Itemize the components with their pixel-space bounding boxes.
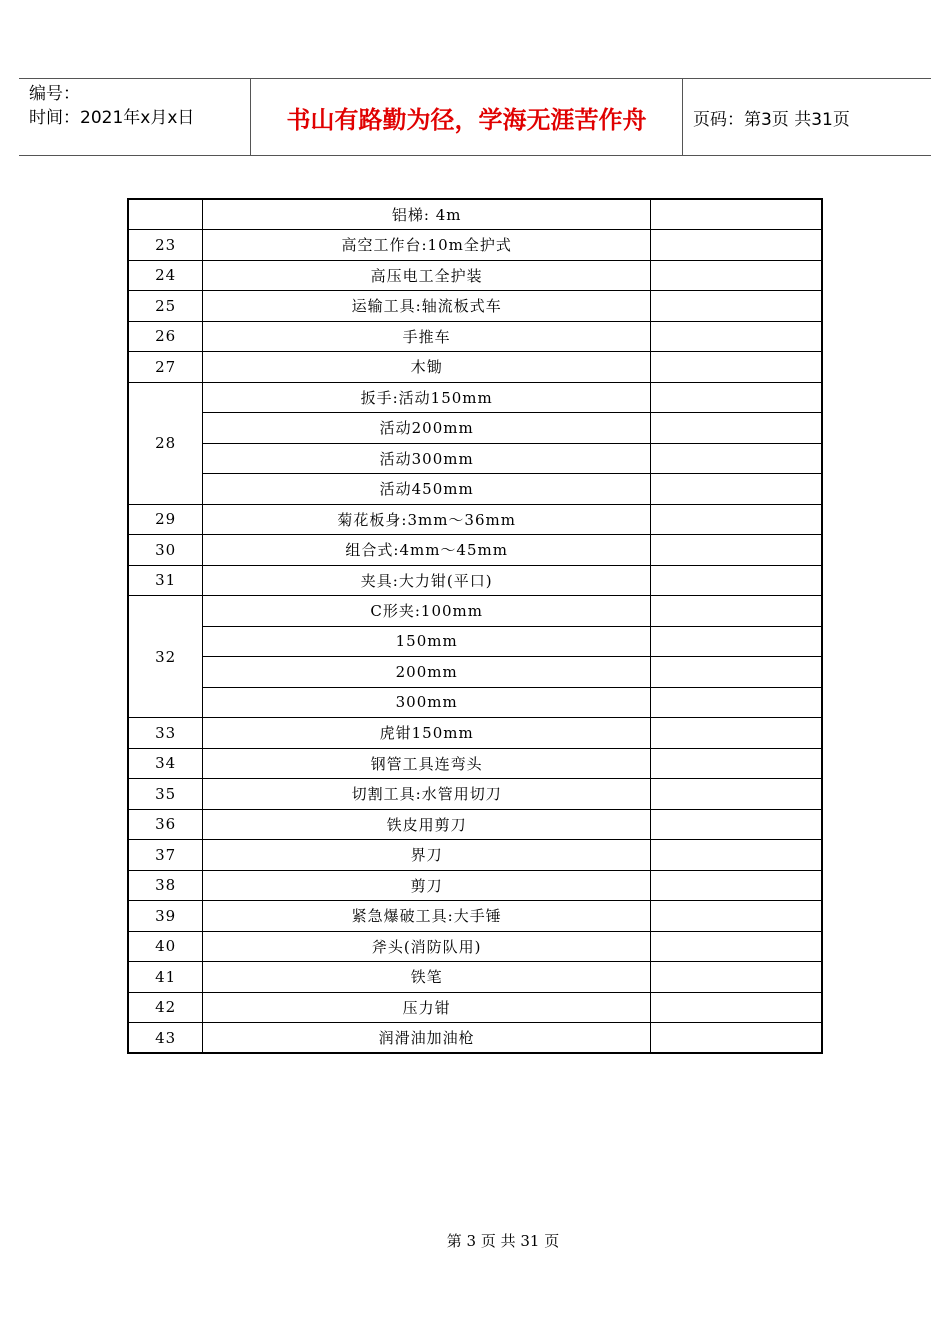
item-note [651,413,822,444]
item-note [651,474,822,505]
item-name: 界刀 [203,840,651,871]
item-name: 切割工具:水管用切刀 [203,779,651,810]
table-row [128,809,822,840]
item-name: 300mm [203,687,651,718]
row-number: 36 [128,809,203,840]
item-note [651,718,822,749]
table-row [128,779,822,810]
item-note [651,901,822,932]
item-name: 组合式:4mm～45mm [203,535,651,566]
item-note [651,779,822,810]
item-name: 铁笔 [203,962,651,993]
row-number: 24 [128,260,203,291]
row-number: 26 [128,321,203,352]
item-name: 150mm [203,626,651,657]
item-note [651,230,822,261]
item-note [651,352,822,383]
table-row [128,596,822,627]
item-note [651,321,822,352]
item-note [651,840,822,871]
item-name: 虎钳150mm [203,718,651,749]
row-number: 32 [128,596,203,718]
item-note [651,626,822,657]
item-note [651,443,822,474]
item-name: 剪刀 [203,870,651,901]
table-row [128,535,822,566]
item-name: 高压电工全护装 [203,260,651,291]
table-row [128,474,822,505]
table-row [128,992,822,1023]
table-row [128,504,822,535]
item-name: 扳手:活动150mm [203,382,651,413]
item-name: 活动200mm [203,413,651,444]
table-row [128,901,822,932]
row-number: 27 [128,352,203,383]
row-number: 31 [128,565,203,596]
item-note [651,962,822,993]
item-name: 紧急爆破工具:大手锤 [203,901,651,932]
row-number: 28 [128,382,203,504]
item-name: 活动450mm [203,474,651,505]
doc-number-label: 编号： [29,84,80,104]
item-note [651,931,822,962]
item-note [651,504,822,535]
item-note [651,382,822,413]
row-number [128,199,203,230]
table-row [128,291,822,322]
row-number: 30 [128,535,203,566]
row-number: 29 [128,504,203,535]
item-note [651,809,822,840]
page-header [19,78,931,156]
table-row [128,931,822,962]
item-note [651,260,822,291]
table-row [128,199,822,230]
row-number: 43 [128,1023,203,1054]
row-number: 33 [128,718,203,749]
item-name: 200mm [203,657,651,688]
item-note [651,657,822,688]
table-row [128,962,822,993]
item-note [651,748,822,779]
table-row [128,1023,822,1054]
motto-text: 书山有路勤为径，学海无涯苦作舟 [286,105,647,134]
row-number: 37 [128,840,203,871]
item-note [651,870,822,901]
header-motto [251,79,683,155]
table-row [128,687,822,718]
item-name: 钢管工具连弯头 [203,748,651,779]
table-row [128,443,822,474]
table-row [128,413,822,444]
table-row [128,718,822,749]
item-note [651,535,822,566]
row-number: 25 [128,291,203,322]
row-number: 42 [128,992,203,1023]
table-row [128,748,822,779]
item-name: 运输工具:轴流板式车 [203,291,651,322]
item-name: 压力钳 [203,992,651,1023]
item-name: 润滑油加油枪 [203,1023,651,1054]
item-name: 夹具:大力钳(平口) [203,565,651,596]
tools-table [127,198,823,1054]
table-row [128,230,822,261]
item-name: C形夹:100mm [203,596,651,627]
page-info-text: 页码：第3页 共31页 [693,109,850,130]
item-note [651,1023,822,1054]
row-number: 23 [128,230,203,261]
item-note [651,565,822,596]
table-row [128,352,822,383]
row-number: 40 [128,931,203,962]
table-row [128,565,822,596]
item-note [651,291,822,322]
row-number: 38 [128,870,203,901]
page-footer [0,1230,950,1251]
item-note [651,687,822,718]
item-note [651,199,822,230]
header-page-info [683,79,931,155]
row-number: 35 [128,779,203,810]
table-row [128,840,822,871]
table-row [128,870,822,901]
date-label: 时间：2021年x月x日 [29,108,195,128]
item-name: 斧头(消防队用) [203,931,651,962]
item-note [651,992,822,1023]
row-number: 41 [128,962,203,993]
item-name: 活动300mm [203,443,651,474]
table-row [128,260,822,291]
item-note [651,596,822,627]
footer-page-number: 第 3 页 共 31 页 [446,1232,560,1250]
row-number: 39 [128,901,203,932]
item-name: 手推车 [203,321,651,352]
table-row [128,626,822,657]
table-row [128,321,822,352]
table-row [128,657,822,688]
row-number: 34 [128,748,203,779]
item-name: 高空工作台:10m全护式 [203,230,651,261]
item-name: 木锄 [203,352,651,383]
item-name: 菊花板身:3mm～36mm [203,504,651,535]
item-name: 铁皮用剪刀 [203,809,651,840]
item-name: 铝梯: 4m [203,199,651,230]
table-row [128,382,822,413]
header-meta [19,79,251,155]
